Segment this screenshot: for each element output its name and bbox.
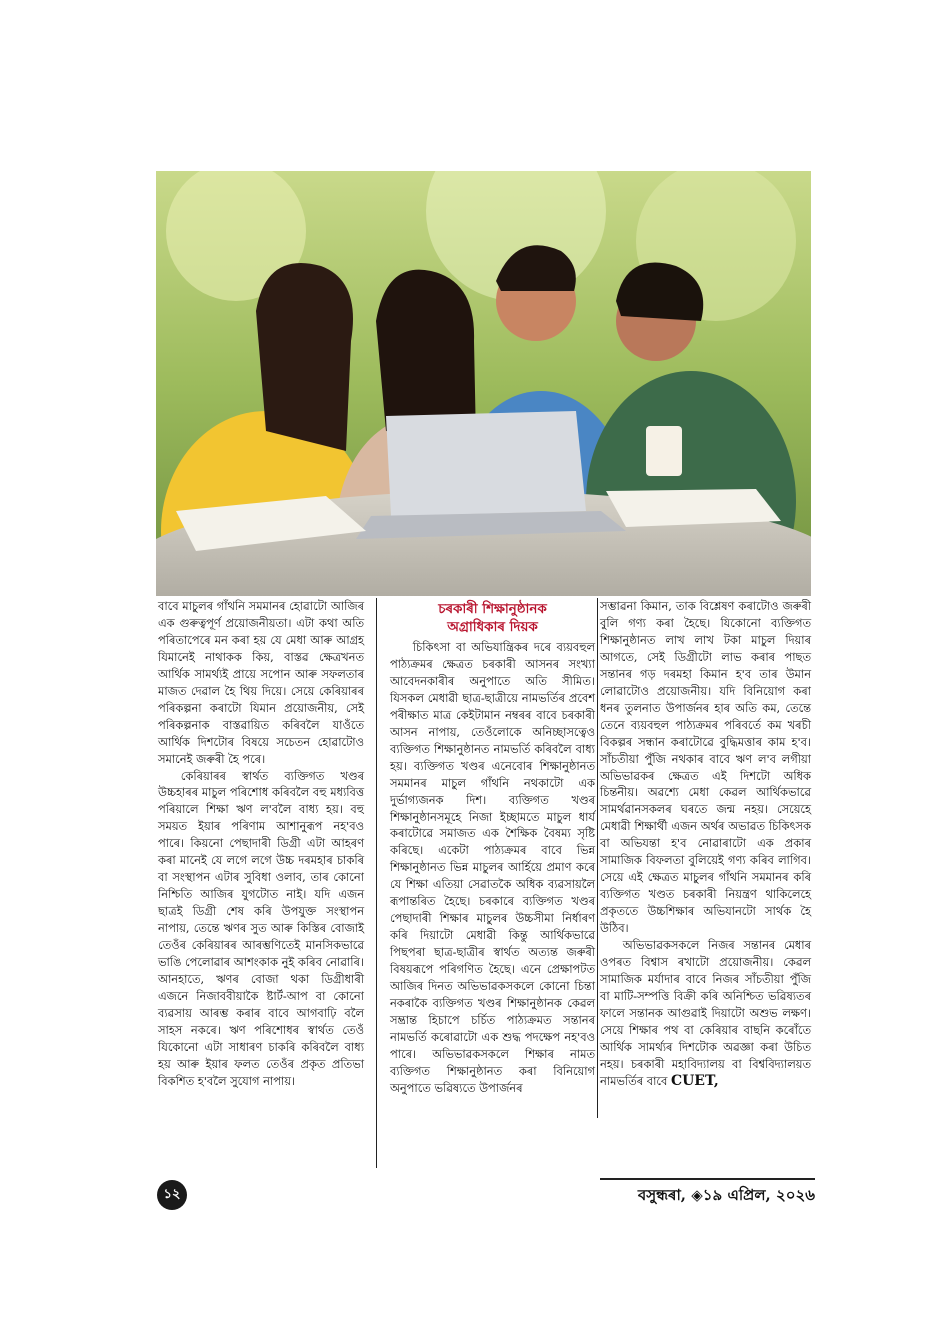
column-rule-1 (376, 598, 377, 1168)
column-rule-2 (597, 598, 598, 1118)
article-column-3 (600, 598, 811, 1090)
paragraph-text: অভিভাৱকসকলে নিজৰ সন্তানৰ মেধাৰ ওপৰত বিশ্বাস ৰখাটো প্ৰয়োজনীয়। কেৱল সামাজিক মৰ্যাদাৰ বাবে নিজৰ সাঁচতীয়া পুঁজি বা মাটি-সম্পত্তি বিক্ৰী কৰি অনিশ্চিত ভৱিষ্যতৰ ফালে সন্তানক আগুৱাই দিয়াটো অশুভ লক্ষণ। সেয়ে শিক্ষাৰ পথ বা কেৰিয়াৰ বাছনি কৰোঁতে আৰ্থিক সামৰ্থ্যৰ দিশটোক অৱজ্ঞা কৰা উচিত নহয়। চৰকাৰী মহাবিদ্যালয় বা বিশ্ববিদ্যালয়ত নামভৰ্তিৰ বাবে (600, 938, 811, 1088)
article-column-2 (390, 598, 595, 1097)
paragraph (600, 937, 811, 1090)
cuet-text: CUET, (670, 1072, 719, 1089)
paragraph: কেৰিয়াৰৰ স্বাৰ্থত ব্যক্তিগত খণ্ডৰ উচ্চহাৰৰ মাচুল পৰিশোধ কৰিবলৈ বহু মধ্যবিত্ত পৰিয়ালে শিক্ষা ঋণ ল'বলৈ বাধ্য হয়। বহু সময়ত ইয়াৰ পৰিণাম আশানুৰূপ নহ'বও পাৰে। কিয়নো পেছাদাৰী ডিগ্ৰী এটা আহৰণ কৰা মানেই যে লগে লগে উচ্চ দৰমহাৰ চাকৰি বা সংস্থাপন এটাৰ সুবিধা ওলাব, তাৰ কোনো নিশ্চিতি আজিৰ যুগটোত নাই। যদি এজন ছাত্ৰই ডিগ্ৰী শেষ কৰি উপযুক্ত সংস্থাপন নাপায়, তেন্তে ঋণৰ সুত আৰু কিস্তিৰ বোজাই তেওঁৰ কেৰিয়াৰৰ আৰম্ভণিতেই মানসিকভাৱে ভাঙি পেলোৱাৰ আশংকাক নুই কৰিব নোৱাৰি। আনহাতে, ঋণৰ বোজা থকা ডিগ্ৰীধাৰী এজনে নিজাববীয়াকৈ ষ্টাৰ্ট-আপ বা কোনো ব্যৱসায় আৰম্ভ কৰাৰ বাবে আগবাঢ়ি বলৈ সাহস নকৰে। ঋণ পৰিশোধৰ স্বাৰ্থত তেওঁ যিকোনো এটা সাধাৰণ চাকৰি কৰিবলৈ বাধ্য হয় আৰু ইয়াৰ ফলত তেওঁৰ প্ৰকৃত প্ৰতিভা বিকশিত হ'বলৈ সুযোগ নাপায়। (158, 768, 364, 1088)
paragraph: চিকিৎসা বা অভিযান্ত্ৰিকৰ দৰে ব্যয়বহুল পাঠ্যক্ৰমৰ ক্ষেত্ৰত চৰকাৰী আসনৰ সংখ্যা আবেদনকাৰীৰ অনুপাতে অতি সীমিত। যিসকল মেধাৱী ছাত্ৰ-ছাত্ৰীয়ে নামভৰ্তিৰ প্ৰবেশ পৰীক্ষাত মাত্ৰ কেইটামান নম্বৰৰ বাবে চৰকাৰী আসন নাপায়, তেওঁলোকে অনিচ্ছাসত্বেও ব্যক্তিগত শিক্ষানুষ্ঠানত নামভৰ্তি কৰিবলৈ বাধ্য হয়। ব্যক্তিগত খণ্ডৰ এনেবোৰ শিক্ষানুষ্ঠানত সমমানৰ মাচুল গাঁথনি নথকাটো এক দুৰ্ভাগ্যজনক দিশ। ব্যক্তিগত খণ্ডৰ শিক্ষানুষ্ঠানসমূহে নিজা ইচ্ছামতে মাচুল ধাৰ্য কৰাটোৱে সমাজত এক শৈক্ষিক বৈষম্য সৃষ্টি কৰিছে। একেটা পাঠ্যক্ৰমৰ বাবে ভিন্ন শিক্ষানুষ্ঠানত ভিন্ন মাচুলৰ আৰ্হিয়ে প্ৰমাণ কৰে যে শিক্ষা এতিয়া সেৱাতকৈ অধিক ব্যৱসায়লৈ ৰূপান্তৰিত হৈছে। চৰকাৰে ব্যক্তিগত খণ্ডৰ পেছাদাৰী শিক্ষাৰ মাচুলৰ উচ্চসীমা নিৰ্ধাৰণ কৰি দিয়াটো মেধাৱী কিন্তু আৰ্থিকভাৱে পিছপৰা ছাত্ৰ-ছাত্ৰীৰ স্বাৰ্থত অত্যন্ত জৰুৰী বিষয়ৰূপে পৰিগণিত হৈছে। এনে প্ৰেক্ষাপটত আজিৰ দিনত অভিভাৱকসকলে কোনো চিন্তা নকৰাকৈ ব্যক্তিগত খণ্ডৰ শিক্ষানুষ্ঠানক কেৱল সম্ভ্ৰান্ত হিচাপে চৰ্চিত পাঠ্যক্ৰমত সন্তানৰ নামভৰ্তি কৰোৱাটো এক শুদ্ধ পদক্ষেপ নহ'বও পাৰে। অভিভাৱকসকলে শিক্ষাৰ নামত ব্যক্তিগত শিক্ষানুষ্ঠানত কৰা বিনিয়োগ অনুপাতে ভৱিষ্যতে উপাৰ্জনৰ (390, 640, 595, 1095)
photo-illustration (156, 171, 811, 596)
paragraph: বাবে মাচুলৰ গাঁথনি সমমানৰ হোৱাটো আজিৰ এক গুৰুত্বপূৰ্ণ প্ৰয়োজনীয়তা। এটা কথা অতি পৰিতাপেৰে মন কৰা হয় যে মেধা আৰু আগ্ৰহ যিমানেই নাথাকক কিয়, বাস্তৱ ক্ষেত্ৰখনত আৰ্থিক সামৰ্থ্যই প্ৰায়ে সপোন আৰু সফলতাৰ মাজত দেৱাল হৈ থিয় দিয়ে। সেয়ে কেৰিয়াৰৰ পৰিকল্পনা কৰাটো যিমান প্ৰয়োজনীয়, সেই পৰিকল্পনাক বাস্তৱায়িত কৰিবলৈ যাওঁতে আৰ্থিক দিশটোৰ বিষয়ে সচেতন হোৱাটোও সমানেই জৰুৰী হৈ পৰে। (158, 599, 364, 766)
students-photo (156, 171, 811, 596)
article-column-1 (158, 598, 364, 1090)
page-number: ১২ (157, 1180, 187, 1210)
paragraph: সম্ভাৱনা কিমান, তাক বিশ্লেষণ কৰাটোও জৰুৰী বুলি গণ্য কৰা হৈছে। যিকোনো ব্যক্তিগত শিক্ষানুষ্ঠানত লাখ লাখ টকা মাচুল দিয়াৰ আগতে, সেই ডিগ্ৰীটো লাভ কৰাৰ পাছত সন্তানৰ গড় দৰমহা কিমান হ'ব তাৰ উমান লোৱাটোও প্ৰয়োজনীয়। যদি বিনিয়োগ কৰা ধনৰ তুলনাত উপাৰ্জনৰ হাৰ অতি কম, তেন্তে তেনে ব্যয়বহুল পাঠ্যক্ৰমৰ পৰিবৰ্তে কম খৰচী বিকল্পৰ সন্ধান কৰাটোৱে বুদ্ধিমত্তাৰ কাম হ'ব। সাঁচতীয়া পুঁজি নথকাৰ বাবে ঋণ ল'ব লগীয়া অভিভাৱকৰ ক্ষেত্ৰত এই দিশটো অধিক চিন্তনীয়। অৱশ্যে মেধা কেৱল আৰ্থিকভাৱে সামৰ্থৱানসকলৰ ঘৰতে জন্ম নহয়। সেয়েহে মেধাৱী শিক্ষাৰ্থী এজন অৰ্থৰ অভাৱত চিকিৎসক বা অভিযন্তা হ'ব নোৱাৰাটো এক প্ৰকাৰ সামাজিক বিফলতা বুলিয়েই গণ্য কৰিব লাগিব। সেয়ে এই ক্ষেত্ৰত মাচুলৰ গাঁথনি সমমানৰ কৰি ব্যক্তিগত খণ্ডত চৰকাৰী নিয়ন্ত্ৰণ থাকিলেহে প্ৰকৃততে উচ্চশিক্ষাৰ অভিযানটো সাৰ্থক হৈ উঠিব। (600, 599, 811, 936)
heading-line-2: অগ্ৰাধিকাৰ দিয়ক (447, 619, 538, 635)
section-heading (390, 600, 595, 636)
publication-footer: বসুন্ধৰা, ◈১৯ এপ্ৰিল, ২০২৬ (600, 1178, 815, 1209)
heading-line-1: চৰকাৰী শিক্ষানুষ্ঠানক (438, 601, 547, 617)
